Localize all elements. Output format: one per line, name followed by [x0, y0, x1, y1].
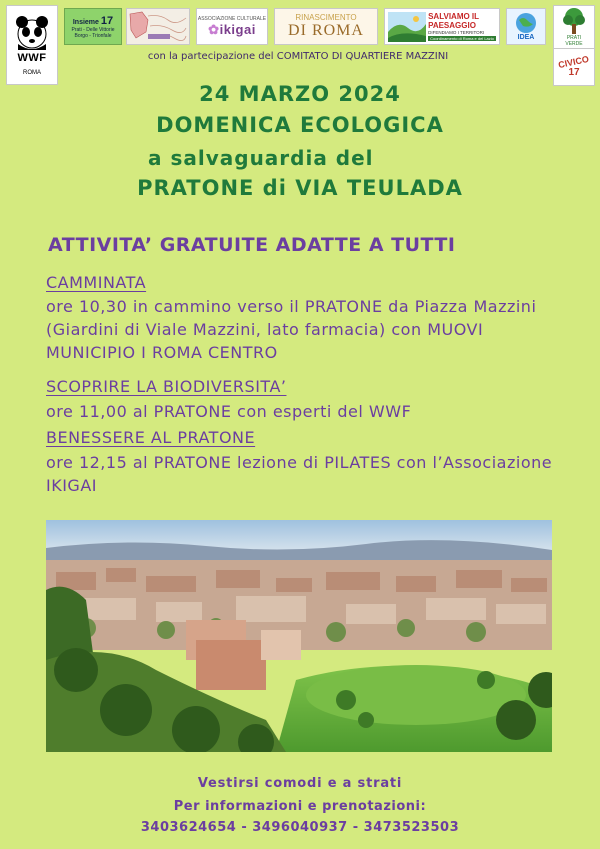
insieme-17-logo — [64, 8, 122, 45]
map-icon — [128, 10, 188, 43]
idea-name: IDEA — [517, 34, 535, 41]
prati-verde-line2: VERDE — [565, 41, 583, 47]
idea-logo — [506, 8, 546, 45]
activity-description-camminata: ore 10,30 in cammino verso il PRATONE da Piazza Mazzini (Giardini di Viale Mazzini, lato farmacia) con MUOVI MUNICIPIO I ROMA CENTRO — [46, 297, 537, 362]
activity-title-biodiversita: SCOPRIRE LA BIODIVERSITA’ — [46, 377, 287, 396]
activity-title-camminata: CAMMINATA — [46, 273, 147, 292]
activity-description-biodiversita: ore 11,00 al PRATONE con esperti del WWF — [46, 402, 412, 421]
rinascimento-line1: RINASCIMENTO — [295, 13, 357, 22]
rinascimento-city: DI ROMA — [288, 22, 364, 39]
salviamo-line1: SALVIAMO IL — [428, 12, 480, 21]
partecipazione-line: con la partecipazione del COMITATO DI QUARTIERE MAZZINI — [147, 51, 449, 62]
civico-number: 17 — [568, 66, 580, 78]
salviamo-line4: Coordinamento di Roma e del Lazio — [430, 36, 494, 41]
ikigai-caption: ASSOCIAZIONE CULTURALE — [197, 15, 267, 22]
salviamo-il-paesaggio-logo — [384, 8, 500, 45]
wwf-logo — [6, 5, 58, 85]
salviamo-line3: DIFENDIAMO I TERRITORI — [428, 30, 485, 35]
prati-verde-line1: PRATI — [566, 35, 582, 41]
wwf-name: WWF — [17, 52, 47, 64]
municipio-map-logo — [126, 8, 190, 45]
insieme-title: Insieme 17 — [72, 14, 114, 27]
salviamo-line2: PAESAGGIO — [428, 21, 476, 30]
panorama-illustration — [46, 520, 552, 752]
dress-code-note: Vestirsi comodi e a strati — [197, 776, 403, 791]
pratone-panorama-photo — [46, 520, 552, 752]
prati-verde-logo — [553, 5, 595, 49]
event-date: 24 MARZO 2024 — [199, 82, 401, 106]
activities-heading: ATTIVITA’ GRATUITE ADATTE A TUTTI — [48, 234, 456, 256]
rinascimento-di-roma-logo — [274, 8, 378, 45]
civico-name: CIVICO — [557, 53, 591, 70]
wwf-city: ROMA — [23, 70, 41, 76]
insieme-line2: Prati - Delle Vittorie — [71, 26, 115, 33]
logo-row — [0, 5, 600, 85]
info-label: Per informazioni e prenotazioni: — [173, 799, 427, 814]
insieme-line3: Borgo - Trionfale — [74, 32, 112, 39]
event-place: PRATONE di VIA TEULADA — [137, 176, 463, 200]
panda-icon — [14, 14, 50, 50]
ikigai-logo — [196, 8, 268, 45]
contact-phones: 3403624654 - 3496040937 - 3473523503 — [140, 820, 460, 835]
activity-title-benessere: BENESSERE AL PRATONE — [46, 428, 256, 447]
activity-description-benessere: ore 12,15 al PRATONE lezione di PILATES con l’Associazione IKIGAI — [46, 453, 553, 495]
globe-icon — [511, 12, 541, 34]
civico-17-logo — [553, 48, 595, 86]
ikigai-name: ✿ikigai — [208, 21, 256, 37]
event-name: DOMENICA ECOLOGICA — [156, 113, 444, 137]
event-purpose: a salvaguardia del — [148, 146, 374, 170]
lotus-icon: ✿ — [208, 21, 220, 37]
tree-icon — [561, 7, 587, 35]
landscape-icon — [388, 12, 426, 42]
